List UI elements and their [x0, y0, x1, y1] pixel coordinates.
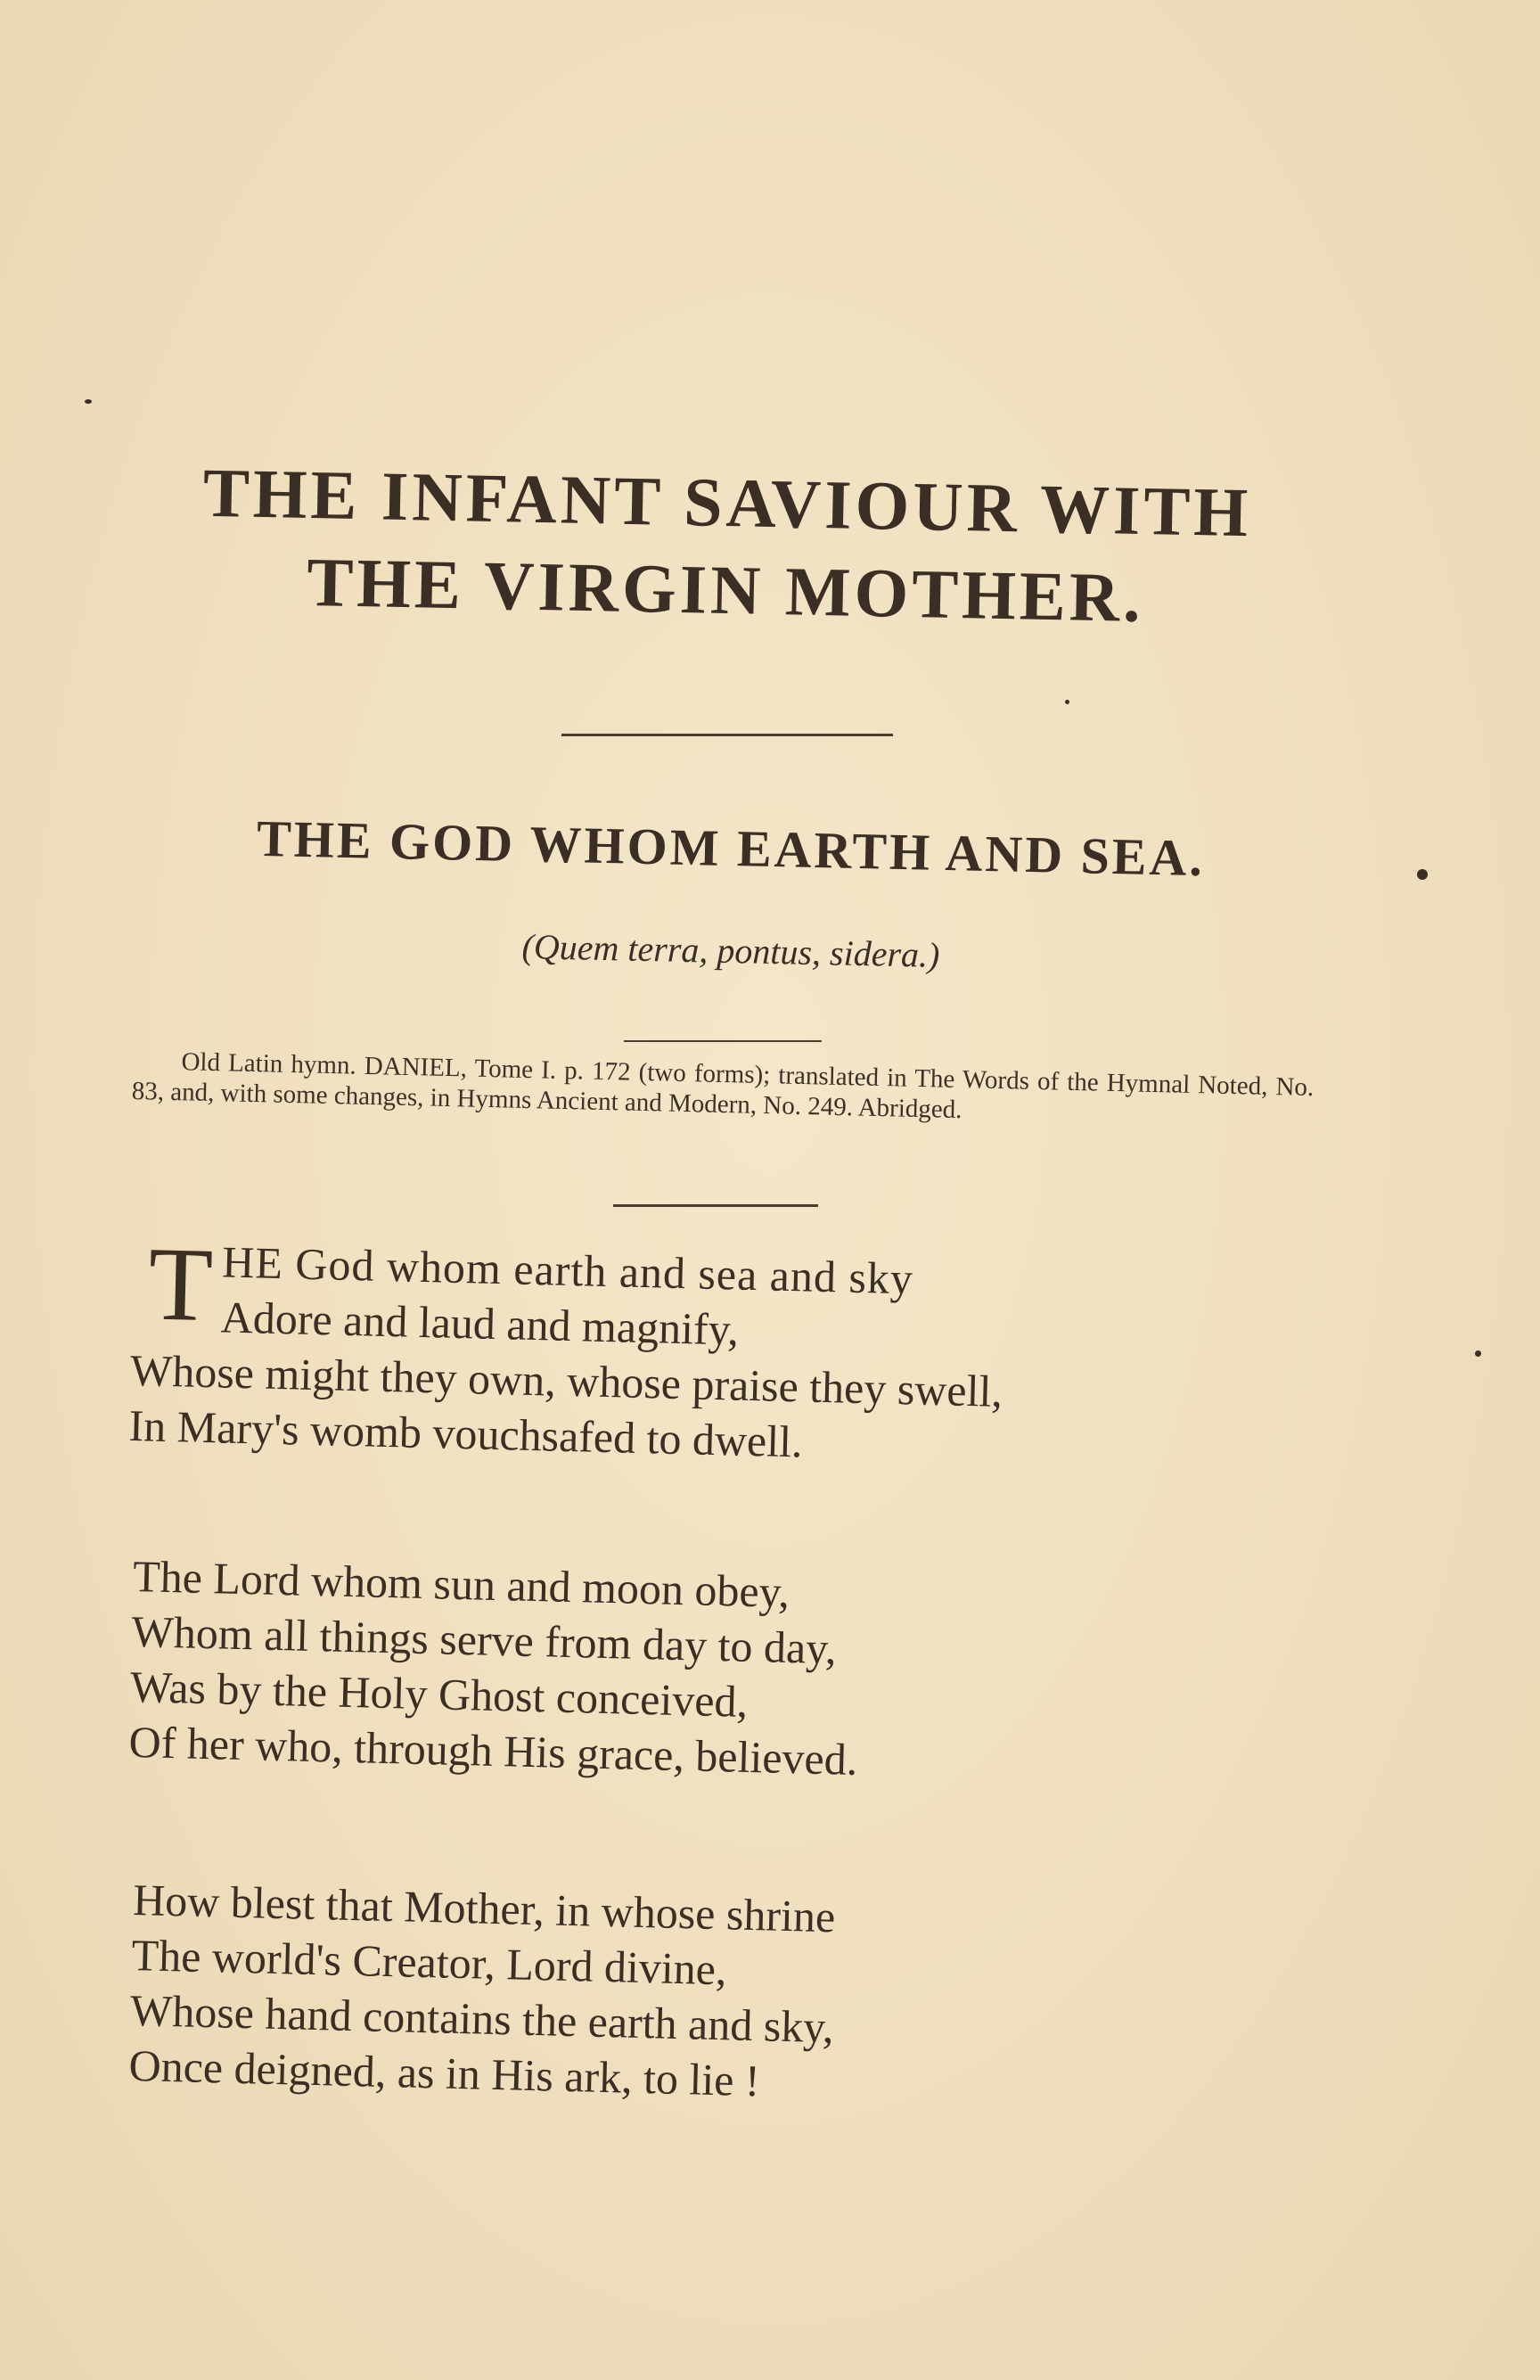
stanza-line: Whom all things serve from day to day, — [131, 1605, 838, 1674]
stanza-1 — [128, 1225, 1310, 1481]
stanza-line: Was by the Holy Ghost conceived, — [129, 1661, 749, 1727]
ink-speck — [1475, 1350, 1481, 1357]
heading-divider — [561, 734, 893, 736]
drop-cap: T — [146, 1225, 215, 1344]
latin-subtitle: (Quem terra, pontus, sidera.) — [521, 926, 940, 975]
stanza-line: HE God whom earth and sea and sky — [221, 1236, 914, 1304]
stanza-line: Of her who, through His grace, believed. — [128, 1716, 858, 1785]
stanza-line: Whose might they own, whose praise they swell, — [129, 1344, 1003, 1416]
ink-speck — [85, 399, 92, 404]
stanza-line: Whose hand contains the earth and sky, — [129, 1984, 835, 2053]
stanza-2 — [128, 1548, 1310, 1798]
stanza-line: The Lord whom sun and moon obey, — [132, 1550, 790, 1617]
hymn-title: THE GOD WHOM EARTH AND SEA. — [256, 808, 1206, 888]
ink-speck — [1417, 869, 1428, 880]
chapter-heading-line-1: THE INFANT SAVIOUR WITH — [202, 453, 1252, 552]
subtitle-divider — [624, 1040, 822, 1042]
ink-speck — [1065, 700, 1069, 704]
stanza-line: In Mary's womb vouchsafed to dwell. — [128, 1399, 804, 1467]
stanza-3 — [128, 1872, 1310, 2121]
chapter-heading-line-2: THE VIRGIN MOTHER. — [306, 542, 1145, 637]
chapter-heading — [132, 447, 1321, 644]
stanza-line: How blest that Mother, in whose shrine — [132, 1874, 836, 1942]
stanza-line: Adore and laud and magnify, — [220, 1292, 740, 1355]
stanza-line: Once deigned, as in His ark, to lie ! — [128, 2039, 761, 2106]
source-divider — [613, 1204, 818, 1207]
stanza-line: The world's Creator, Lord divine, — [131, 1929, 728, 1995]
source-note: Old Latin hymn. DANIEL, Tome I. p. 172 (two forms); translated in The Words of the Hymnal Noted, No. 83, and, with some changes, in Hymns Ancient and Modern, No. 249. Abridged. — [131, 1047, 1315, 1125]
